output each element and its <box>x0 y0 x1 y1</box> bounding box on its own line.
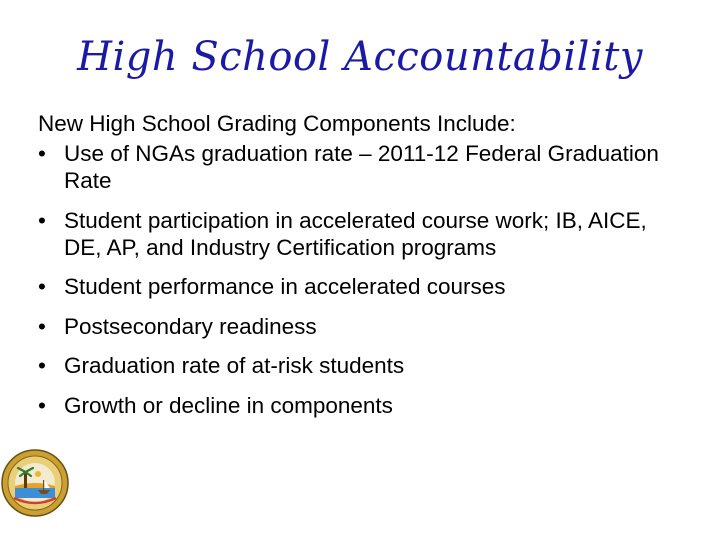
list-item-text: Postsecondary readiness <box>64 313 317 339</box>
list-item-text: Graduation rate of at-risk students <box>64 353 405 378</box>
slide-body <box>38 110 678 431</box>
list-item <box>38 313 678 340</box>
slide-title: High School Accountability <box>77 34 643 80</box>
list-item-text: Student participation in accelerated course work; IB, AICE, DE, AP, and Industry Certification programs <box>64 207 647 260</box>
list-item <box>38 273 678 300</box>
list-item <box>38 392 678 419</box>
intro-line: New High School Grading Components Include: <box>38 111 516 136</box>
bullet-glyph: • <box>38 313 46 339</box>
list-item <box>38 352 678 379</box>
list-item <box>38 207 678 261</box>
state-seal-icon <box>0 448 70 518</box>
bullet-glyph: • <box>38 141 46 166</box>
bullet-glyph: • <box>38 207 46 233</box>
bullet-list <box>38 140 678 419</box>
list-item-text: Use of NGAs graduation rate – 2011-12 Federal Graduation Rate <box>64 141 659 193</box>
bullet-glyph: • <box>38 353 46 378</box>
bullet-glyph: • <box>38 392 46 418</box>
list-item <box>38 140 678 194</box>
bullet-glyph: • <box>38 274 46 299</box>
list-item-text: Growth or decline in components <box>64 392 393 418</box>
list-item-text: Student performance in accelerated courses <box>64 274 506 299</box>
